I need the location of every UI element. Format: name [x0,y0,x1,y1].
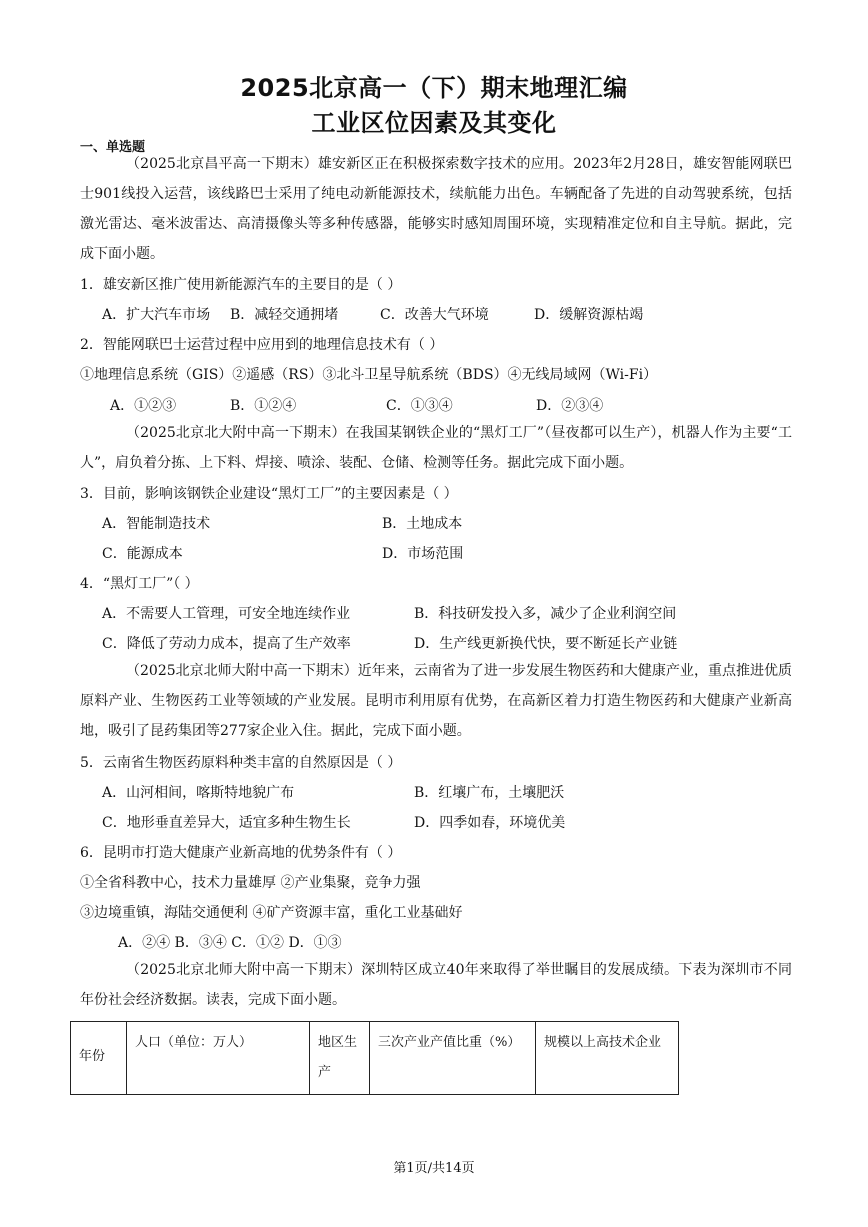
question-4-stem: 4．“黑灯工厂”（ ） [80,576,199,592]
table-header-row [71,1022,679,1095]
question-2-option-c: C．①③④ [386,398,453,414]
table-header-cell: 三次产业产值比重（%） [370,1022,536,1095]
question-5-stem: 5．云南省生物医药原料种类丰富的自然原因是（ ） [80,755,402,771]
question-5-option-c: C．地形垂直差异大，适宜多种生物生长 [102,815,351,831]
document-title: 2025北京高一（下）期末地理汇编 [240,74,628,102]
page-footer: 第1页/共14页 [393,1161,475,1176]
question-2-option-b: B．①②④ [230,398,297,414]
question-5-option-d: D．四季如春，环境优美 [414,815,566,831]
question-3-option-b: B．土地成本 [382,516,463,532]
table-header-cell: 年份 [71,1022,127,1095]
question-1-option-a: A．扩大汽车市场 [102,307,211,323]
passage-2: （2025北京北大附中高一下期末）在我国某钢铁企业的“黑灯工厂”（昼夜都可以生产），机器人作为主要“工人”，肩负着分拣、上下料、焊接、喷涂、装配、仓储、检测等任务。据此完成下面小题。 [80,425,792,471]
question-1-stem: 1．雄安新区推广使用新能源汽车的主要目的是（ ） [80,277,402,293]
question-1-option-b: B．减轻交通拥堵 [230,307,339,323]
question-1-option-c: C．改善大气环境 [380,307,489,323]
question-5-option-a: A．山河相间，喀斯特地貌广布 [102,785,295,801]
question-6-stem: 6．昆明市打造大健康产业新高地的优势条件有（ ） [80,845,402,861]
question-6-items-1: ①全省科教中心，技术力量雄厚 ②产业集聚，竞争力强 [80,875,421,891]
question-4-option-a: A．不需要人工管理，可安全地连续作业 [102,606,351,622]
question-3-option-d: D．市场范围 [382,546,464,562]
passage-3: （2025北京北师大附中高一下期末）近年来，云南省为了进一步发展生物医药和大健康产业，重点推进优质原料产业、生物医药工业等领域的产业发展。昆明市利用原有优势，在高新区着力打造生物医药和大健康产业新高地，吸引了昆药集团等277家企业入住。据此，完成下面小题。 [80,663,792,739]
question-4-option-b: B．科技研发投入多，减少了企业利润空间 [414,606,677,622]
passage-4: （2025北京北师大附中高一下期末）深圳特区成立40年来取得了举世瞩目的发展成绩。下表为深圳市不同年份社会经济数据。读表，完成下面小题。 [80,962,792,1008]
question-3-option-a: A．智能制造技术 [102,516,211,532]
question-6-items-2: ③边境重镇，海陆交通便利 ④矿产资源丰富，重化工业基础好 [80,905,463,921]
data-table [70,1021,679,1095]
table-header-cell: 地区生产 [310,1022,370,1095]
table-header-cell: 人口（单位：万人） [127,1022,310,1095]
question-2-stem: 2．智能网联巴士运营过程中应用到的地理信息技术有（ ） [80,337,444,353]
question-3-stem: 3．目前，影响该钢铁企业建设“黑灯工厂”的主要因素是（ ） [80,486,458,502]
question-2-items: ①地理信息系统（GIS）②遥感（RS）③北斗卫星导航系统（BDS）④无线局域网（Wi-Fi） [80,367,658,383]
question-2-option-a: A．①②③ [110,398,177,414]
passage-1: （2025北京昌平高一下期末）雄安新区正在积极探索数字技术的应用。2023年2月28日，雄安智能网联巴士901线投入运营，该线路巴士采用了纯电动新能源技术，续航能力出色。车辆配备了先进的自动驾驶系统，包括激光雷达、毫米波雷达、高清摄像头等多种传感器，能够实时感知周围环境，实现精准定位和自主导航。据此，完成下面小题。 [80,156,792,262]
question-3-option-c: C．能源成本 [102,546,183,562]
question-1-option-d: D．缓解资源枯竭 [534,307,644,323]
question-4-option-d: D．生产线更新换代快，要不断延长产业链 [414,636,678,652]
section-heading: 一、单选题 [80,140,146,155]
question-4-option-c: C．降低了劳动力成本，提高了生产效率 [102,636,351,652]
document-subtitle: 工业区位因素及其变化 [311,109,557,137]
question-2-option-d: D．②③④ [536,398,604,414]
table-header-cell: 规模以上高技术企业 [536,1022,679,1095]
question-5-option-b: B．红壤广布，土壤肥沃 [414,785,565,801]
question-6-options: A．②④ B．③④ C．①② D．①③ [118,935,342,951]
